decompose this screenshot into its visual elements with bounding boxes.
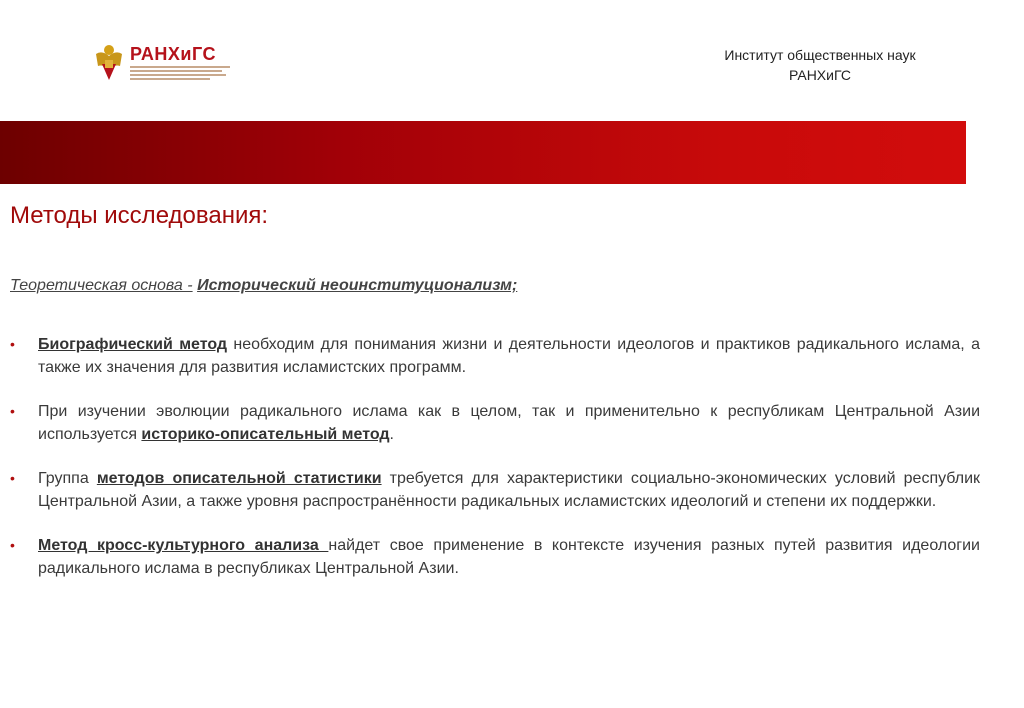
list-item	[10, 400, 980, 446]
logo-subtitle-lines	[130, 66, 230, 82]
basis-label: Теоретическая основа -	[10, 277, 193, 294]
ranepa-logo	[92, 40, 232, 84]
slide-title: Методы исследования:	[10, 202, 269, 229]
bullet-icon: •	[10, 403, 15, 419]
basis-value: Исторический неоинституционализм;	[197, 277, 518, 294]
institute-line-2: РАНХиГС	[788, 67, 852, 83]
method-description-end: .	[389, 426, 394, 443]
red-banner	[0, 121, 966, 184]
method-description: найдет свое применение в контексте изучения разных путей развития идеологии радикального ислама в республиках Центральной Азии.	[38, 537, 980, 577]
method-name: Метод кросс-культурного анализа	[38, 537, 329, 554]
bullet-icon: •	[10, 336, 15, 352]
method-description: Группа	[38, 470, 97, 487]
method-description: При изучении эволюции радикального ислама как в целом, так и применительно к республикам Центральной Азии используется	[38, 403, 980, 443]
institute-name	[690, 45, 950, 85]
method-description-end: требуется для характеристики социально-экономических условий республик Центральной Азии, а также уровня распространённости радикальных исламистских идеологий и степени их поддержки.	[38, 470, 981, 510]
bullet-icon: •	[10, 470, 15, 486]
list-item	[10, 534, 980, 580]
list-item	[10, 333, 980, 379]
method-name: историко-описательный метод	[141, 426, 390, 443]
method-name: методов описательной статистики	[96, 470, 382, 487]
method-name: Биографический метод	[38, 336, 228, 353]
eagle-emblem-icon	[92, 42, 126, 82]
bullet-icon: •	[10, 537, 15, 553]
method-description: необходим для понимания жизни и деятельности идеологов и практиков радикального ислама, а также их значения для развития исламистских программ.	[38, 336, 980, 376]
theoretical-basis	[10, 277, 517, 295]
institute-line-1: Институт общественных наук	[724, 47, 916, 63]
logo-name: РАНХиГС	[130, 44, 216, 64]
methods-list	[10, 333, 980, 601]
list-item	[10, 467, 980, 513]
